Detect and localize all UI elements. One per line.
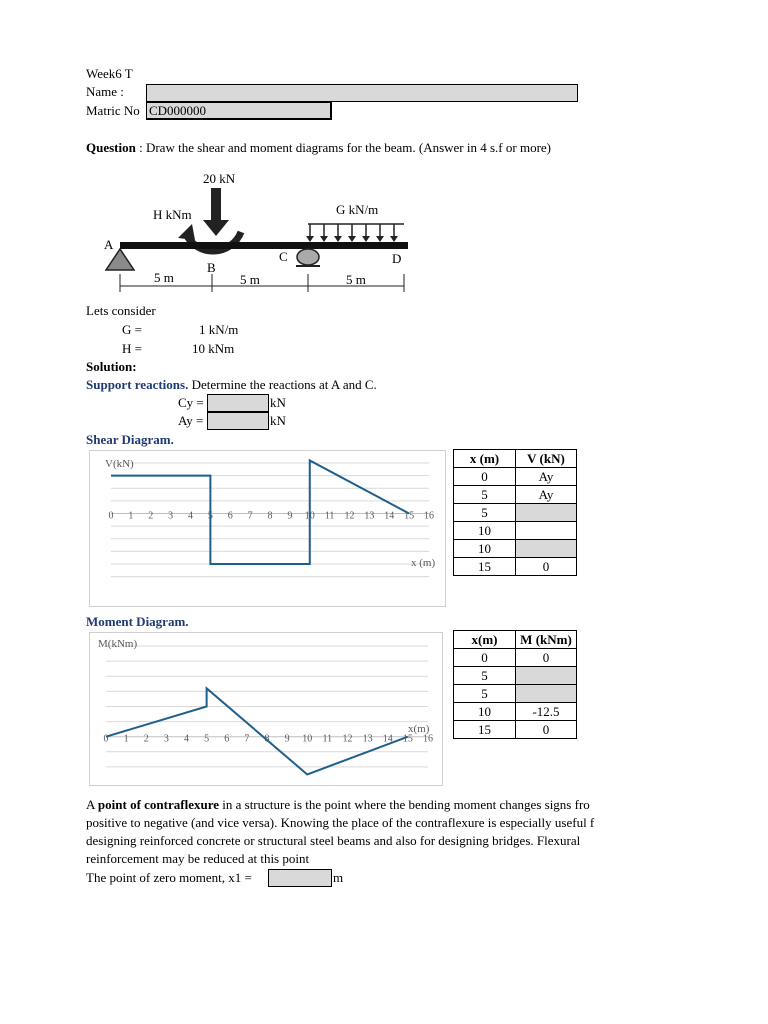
moment-arrow-head [178, 224, 195, 240]
moment-m-2-input[interactable] [516, 685, 577, 703]
shear-x-tick-label: 2 [148, 510, 154, 522]
g-label: G = [122, 322, 142, 337]
contraflexure-term: point of contraflexure [97, 797, 219, 812]
shear-x-4: 10 [454, 540, 516, 558]
consider-title: Lets consider [86, 303, 156, 318]
moment-header-m: M (kNm) [516, 631, 577, 649]
shear-x-tick-label: 13 [364, 510, 375, 522]
moment-x-tick-label: 16 [423, 733, 433, 745]
moment-x-tick-label: 1 [123, 733, 129, 745]
shear-y-axis-label: V(kN) [105, 458, 134, 470]
ay-unit: kN [270, 413, 286, 428]
moment-x-tick-label: 8 [264, 733, 270, 745]
shear-x-tick-label: 14 [384, 510, 395, 522]
support-label: Support reactions. [86, 377, 189, 392]
shear-x-1: 5 [454, 486, 516, 504]
shear-v-3 [516, 522, 577, 540]
moment-x-tick-label: 4 [184, 733, 189, 745]
zero-moment-unit: m [333, 870, 344, 885]
moment-series-line [103, 688, 408, 774]
moment-x-tick-label: 5 [204, 733, 210, 745]
moment-label: H kNm [153, 207, 192, 222]
support-text: Determine the reactions at A and C. [188, 377, 377, 392]
moment-m-4: 0 [516, 721, 577, 739]
shear-header-v: V (kN) [516, 450, 577, 468]
shear-x-tick-label: 15 [404, 510, 415, 522]
moment-x-tick-label: 9 [284, 733, 290, 745]
contraflexure-line-2: positive to negative (and vice versa). Knowing the place of the contraflexure is especially useful f [86, 815, 595, 830]
moment-x-2: 5 [454, 685, 516, 703]
moment-x-tick-label: 13 [362, 733, 373, 745]
moment-table [453, 630, 577, 739]
moment-x-1: 5 [454, 667, 516, 685]
shear-x-tick-label: 5 [207, 510, 213, 522]
dist-label: G kN/m [336, 202, 379, 217]
moment-title: Moment Diagram. [86, 614, 189, 629]
shear-x-0: 0 [454, 468, 516, 486]
question-line [86, 140, 551, 156]
h-label: H = [122, 341, 142, 356]
moment-x-tick-label: 11 [322, 733, 333, 745]
shear-x-tick-label: 16 [424, 510, 434, 522]
moment-x-4: 15 [454, 721, 516, 739]
name-label: Name : [86, 84, 124, 99]
shear-x-tick-label: 8 [267, 510, 273, 522]
shear-x-tick-label: 11 [324, 510, 335, 522]
shear-v-0: Ay [516, 468, 577, 486]
contraflexure-line-4: reinforcement may be reduced at this point [86, 851, 310, 866]
contraflexure-pre: A [86, 797, 98, 812]
moment-x-tick-label: 6 [224, 733, 230, 745]
shear-x-tick-label: 10 [304, 510, 315, 522]
shear-v-5: 0 [516, 558, 577, 576]
moment-x-tick-label: 0 [103, 733, 109, 745]
shear-x-tick-label: 12 [344, 510, 355, 522]
ay-field[interactable] [207, 412, 269, 430]
dimension-3: 5 m [346, 272, 366, 287]
support-line [86, 377, 377, 393]
point-d: D [392, 251, 402, 266]
shear-x-tick-label: 6 [227, 510, 233, 522]
dist-load-heads [306, 236, 398, 242]
moment-x-0: 0 [454, 649, 516, 667]
load-label: 20 kN [203, 171, 236, 186]
cy-field[interactable] [207, 394, 269, 412]
g-value: 1 kN/m [199, 322, 239, 337]
moment-x-tick-label: 3 [163, 733, 169, 745]
question-label: Question [86, 140, 136, 155]
shear-x-2: 5 [454, 504, 516, 522]
moment-m-1-input[interactable] [516, 667, 577, 685]
load-arrow-shaft [211, 188, 221, 222]
dist-load-arrows [310, 224, 394, 238]
moment-x-axis-label: x(m) [408, 723, 430, 735]
point-a: A [104, 237, 114, 252]
beam-figure [96, 166, 446, 296]
moment-x-tick-label: 14 [382, 733, 393, 745]
pin-support-a [106, 249, 134, 270]
contraflexure-line-1 [86, 797, 646, 813]
dimension-1: 5 m [154, 270, 174, 285]
beam-body [120, 242, 408, 249]
moment-x-3: 10 [454, 703, 516, 721]
moment-x-tick-label: 2 [143, 733, 149, 745]
week-label: Week6 T [86, 66, 133, 81]
shear-x-tick-label: 4 [188, 510, 193, 522]
moment-chart-frame [89, 632, 443, 786]
h-value: 10 kNm [192, 341, 235, 356]
shear-table [453, 449, 577, 576]
shear-x-5: 15 [454, 558, 516, 576]
contraflexure-post: in a structure is the point where the bending moment changes signs fro [219, 797, 590, 812]
shear-chart-frame [89, 450, 446, 607]
point-b: B [207, 260, 216, 275]
shear-title: Shear Diagram. [86, 432, 174, 447]
matric-label: Matric No [86, 103, 140, 118]
matric-field[interactable]: CD000000 [146, 102, 332, 120]
dimension-2: 5 m [240, 272, 260, 287]
shear-chart [90, 451, 445, 606]
shear-v-4-input[interactable] [516, 540, 577, 558]
zero-moment-field[interactable] [268, 869, 332, 887]
shear-v-2-input[interactable] [516, 504, 577, 522]
moment-m-0: 0 [516, 649, 577, 667]
shear-x-tick-label: 7 [247, 510, 253, 522]
contraflexure-line-3: designing reinforced concrete or structural steel beams and also for designing bridges. Flexural [86, 833, 581, 848]
moment-x-tick-label: 12 [342, 733, 353, 745]
ay-label: Ay = [178, 413, 204, 428]
question-text: : Draw the shear and moment diagrams for the beam. (Answer in 4 s.f or more) [135, 140, 551, 155]
moment-x-tick-label: 7 [244, 733, 250, 745]
moment-y-axis-label: M(kNm) [98, 638, 138, 650]
zero-moment-label: The point of zero moment, x1 = [86, 870, 252, 885]
moment-header-x: x(m) [454, 631, 516, 649]
load-arrow-head [203, 220, 229, 236]
roller-support-c [297, 249, 319, 265]
shear-header-x: x (m) [454, 450, 516, 468]
moment-chart [90, 633, 442, 785]
shear-x-3: 10 [454, 522, 516, 540]
shear-x-tick-label: 1 [128, 510, 134, 522]
shear-x-tick-label: 3 [168, 510, 174, 522]
moment-x-tick-label: 15 [402, 733, 413, 745]
solution-title: Solution: [86, 359, 137, 374]
moment-x-tick-label: 10 [302, 733, 313, 745]
name-field[interactable] [146, 84, 578, 102]
moment-m-3: -12.5 [516, 703, 577, 721]
shear-x-tick-label: 0 [108, 510, 114, 522]
cy-unit: kN [270, 395, 286, 410]
point-c: C [279, 249, 288, 264]
cy-label: Cy = [178, 395, 204, 410]
shear-v-1: Ay [516, 486, 577, 504]
shear-x-axis-label: x (m) [411, 557, 436, 569]
shear-x-tick-label: 9 [287, 510, 293, 522]
